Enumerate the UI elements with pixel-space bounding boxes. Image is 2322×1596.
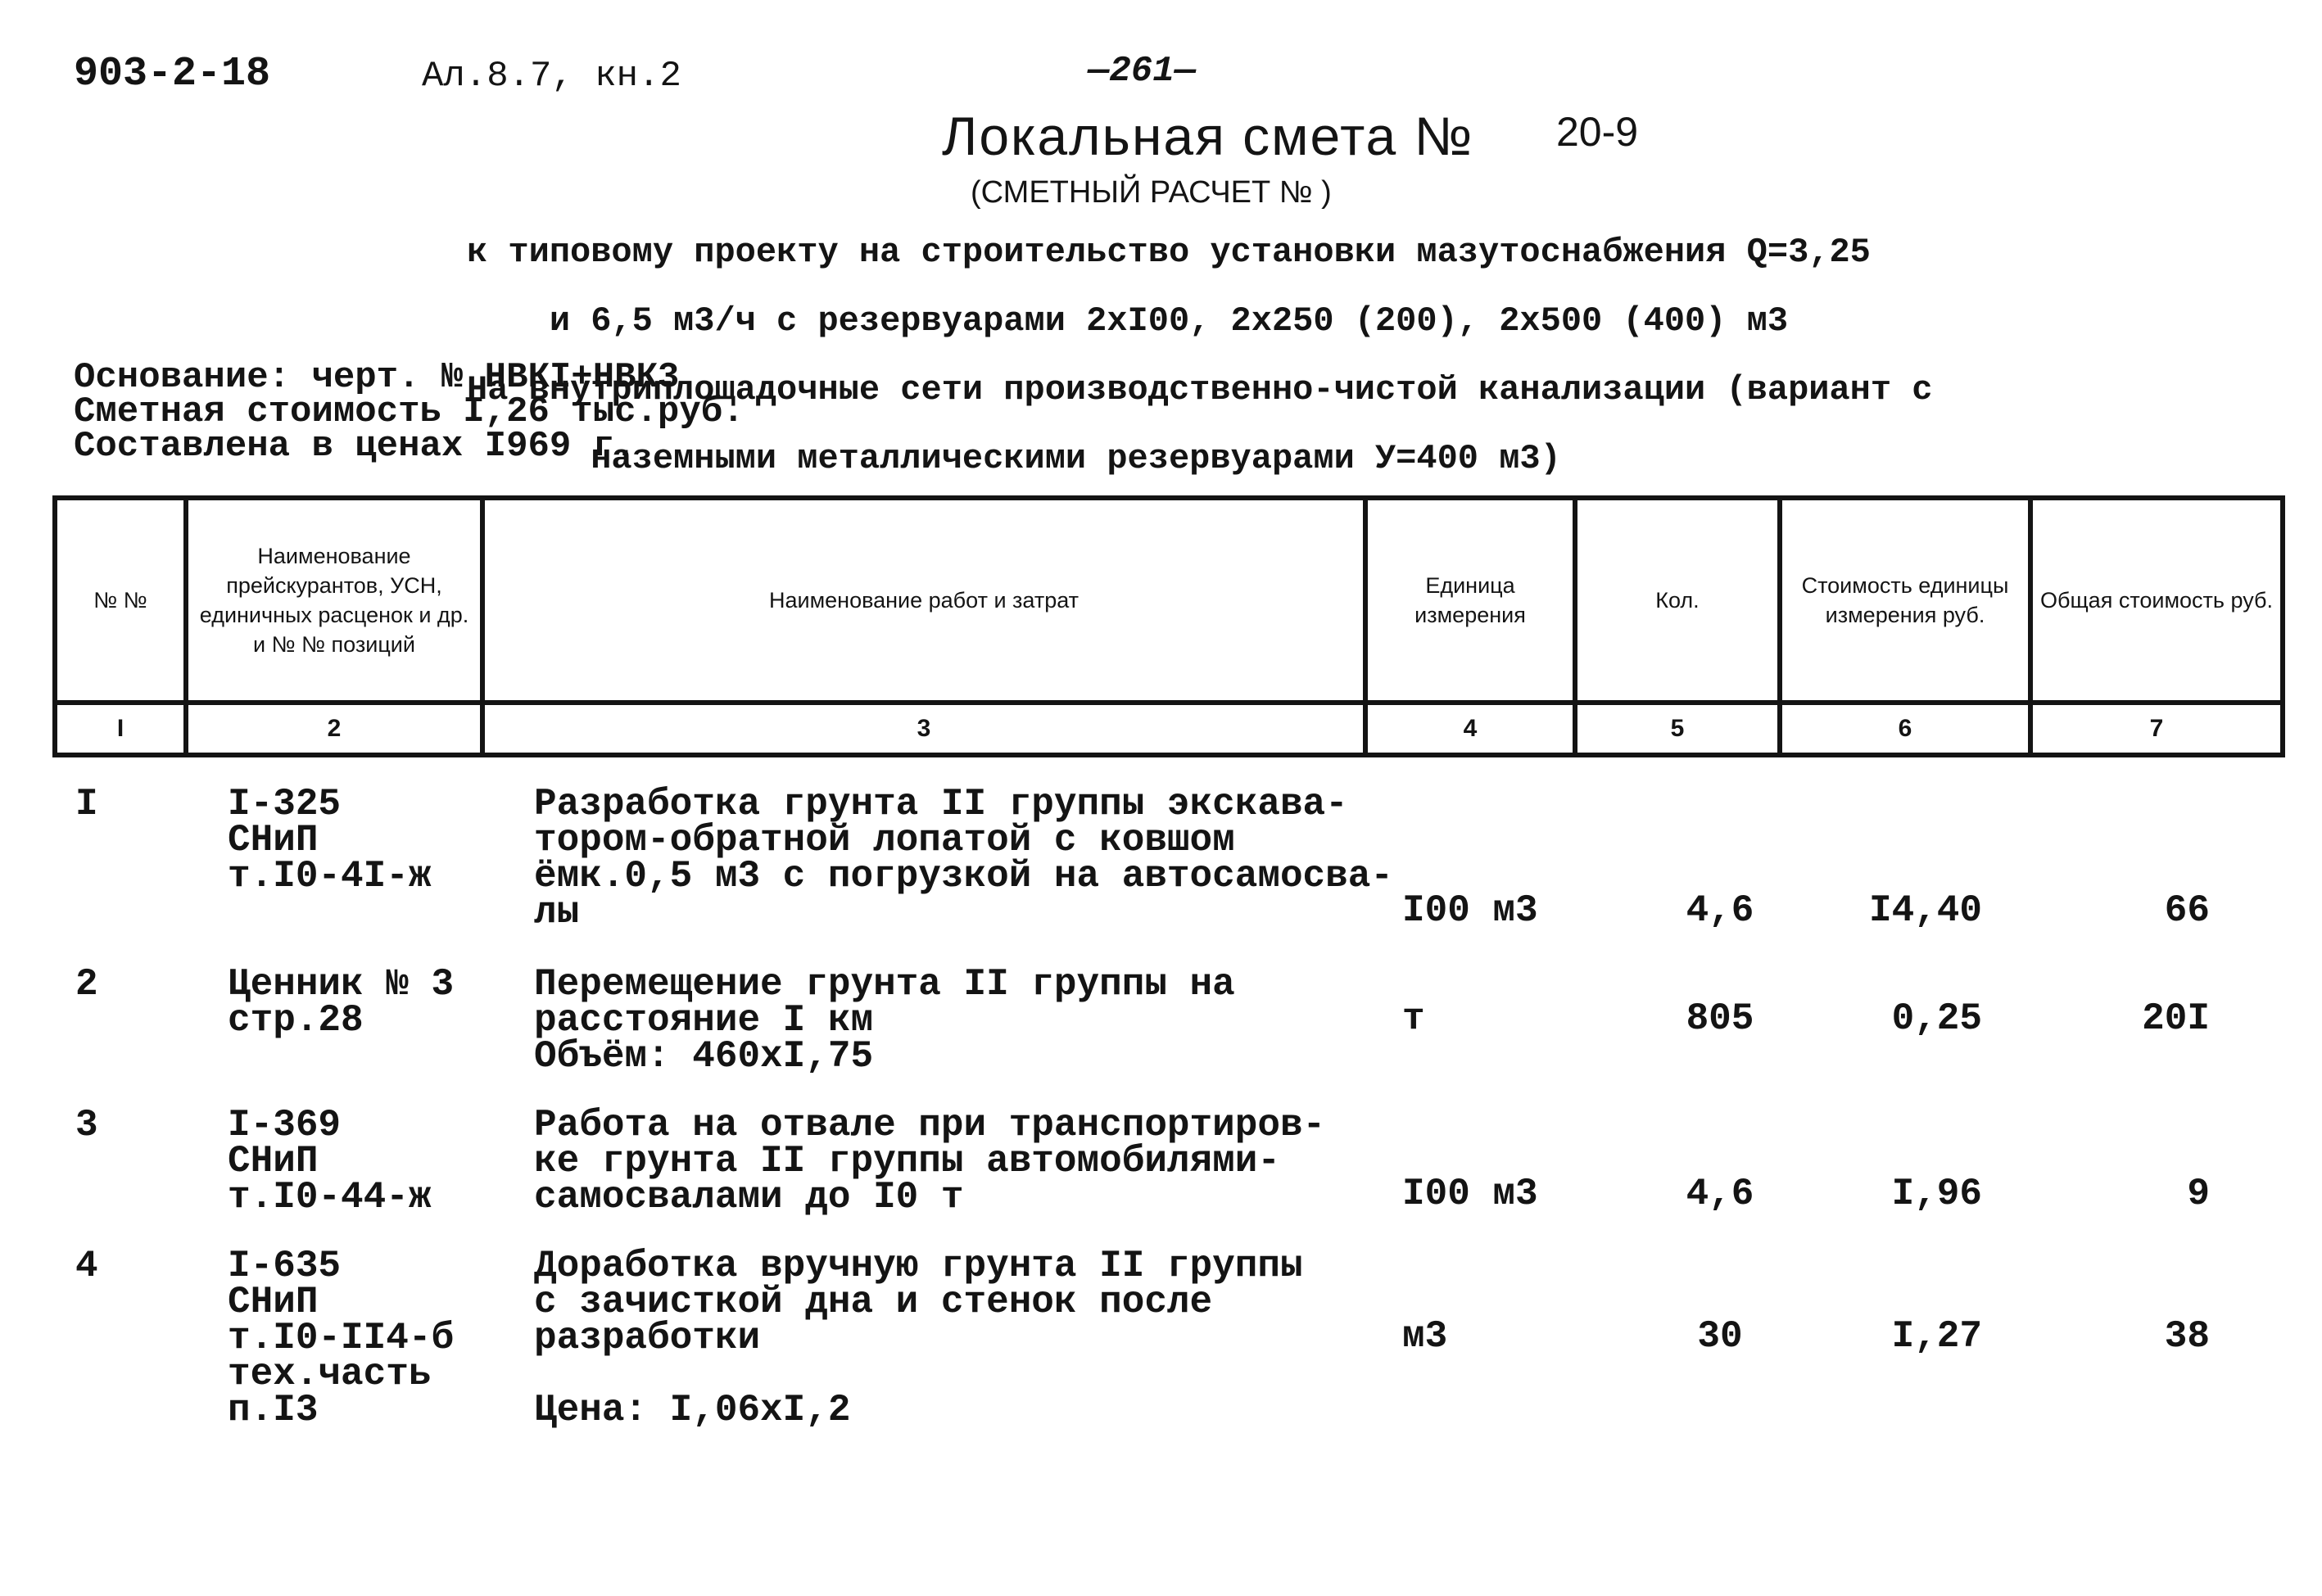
row-unit-cost: I,96 bbox=[1891, 1173, 1982, 1215]
row-unit-cost: 0,25 bbox=[1891, 997, 1982, 1040]
column-number: 2 bbox=[186, 703, 482, 755]
row-number: 2 bbox=[75, 963, 98, 1006]
column-number: I bbox=[55, 703, 186, 755]
row-unit-cost: I4,40 bbox=[1868, 889, 1982, 932]
cost-line: Сметная стоимость I,26 тыс.руб. bbox=[74, 391, 745, 432]
row-unit: т bbox=[1402, 997, 1425, 1040]
estimate-meta bbox=[74, 357, 745, 467]
document-subtitle: (СМЕТНЫЙ РАСЧЕТ № ) bbox=[971, 175, 1332, 210]
project-code: 903-2-18 bbox=[74, 51, 271, 97]
row-total-cost: 20I bbox=[2142, 997, 2210, 1040]
row-code: I-635 СНиП т.I0-II4-б тех.часть п.I3 bbox=[228, 1245, 455, 1431]
basis-line: Основание: черт. № НВКI+НВК3 bbox=[74, 357, 680, 398]
row-quantity: 4,6 bbox=[1686, 889, 1754, 932]
description-line: наземными металлическими резервуарами У=400 м3) bbox=[467, 439, 1561, 478]
column-header-work-name: Наименование работ и затрат bbox=[482, 498, 1365, 703]
row-quantity: 805 bbox=[1686, 997, 1754, 1040]
column-header-number: № № bbox=[55, 498, 186, 703]
row-code: I-325 СНиП т.I0-4I-ж bbox=[228, 783, 432, 897]
column-header-unit: Единица измерения bbox=[1365, 498, 1575, 703]
column-number: 5 bbox=[1575, 703, 1780, 755]
column-header-quantity: Кол. bbox=[1575, 498, 1780, 703]
column-header-total-cost: Общая стоимость руб. bbox=[2030, 498, 2283, 703]
row-code: I-369 СНиП т.I0-44-ж bbox=[228, 1104, 432, 1218]
prices-line: Составлена в ценах I969 г. bbox=[74, 426, 636, 467]
column-header-code: Наименование прейскурантов, УСН, единичных расценок и др. и № № позиций bbox=[186, 498, 482, 703]
project-description bbox=[467, 201, 1933, 510]
column-number: 7 bbox=[2030, 703, 2283, 755]
estimate-table-header bbox=[52, 495, 2285, 757]
column-number: 3 bbox=[482, 703, 1365, 755]
column-header-unit-cost: Стоимость единицы измерения руб. bbox=[1780, 498, 2030, 703]
row-unit: I00 м3 bbox=[1402, 1173, 1538, 1215]
column-number: 6 bbox=[1780, 703, 2030, 755]
row-total-cost: 9 bbox=[2187, 1173, 2210, 1215]
row-quantity: 4,6 bbox=[1686, 1173, 1754, 1215]
row-number: 3 bbox=[75, 1104, 98, 1146]
row-price-note: Цена: I,06хI,2 bbox=[534, 1389, 851, 1431]
row-number: I bbox=[75, 783, 98, 825]
document-title: Локальная смета № bbox=[942, 106, 1474, 166]
row-quantity: 30 bbox=[1697, 1315, 1743, 1358]
row-work-name: Перемещение грунта II группы на расстояние I км Объём: 460хI,75 bbox=[534, 963, 1235, 1078]
page-number: —261— bbox=[1088, 51, 1197, 92]
description-line: и 6,5 м3/ч с резервуарами 2хI00, 2х250 (200), 2х500 (400) м3 bbox=[467, 301, 1789, 341]
row-unit: м3 bbox=[1402, 1315, 1448, 1358]
row-unit: I00 м3 bbox=[1402, 889, 1538, 932]
row-number: 4 bbox=[75, 1245, 98, 1287]
row-unit-cost: I,27 bbox=[1891, 1315, 1982, 1358]
row-total-cost: 38 bbox=[2164, 1315, 2210, 1358]
description-line: к типовому проекту на строительство установки мазутоснабжения Q=3,25 bbox=[467, 233, 1871, 272]
row-work-name: Работа на отвале при транспортиров- ке грунта II группы автомобилями- самосвалами до I0 т bbox=[534, 1104, 1326, 1218]
column-number: 4 bbox=[1365, 703, 1575, 755]
description-line: На внутриплощадочные сети производственно-чистой канализации (вариант с bbox=[467, 370, 1933, 409]
estimate-number: 20-9 bbox=[1556, 109, 1639, 155]
row-code: Ценник № 3 стр.28 bbox=[228, 963, 455, 1042]
row-total-cost: 66 bbox=[2164, 889, 2210, 932]
row-work-name: Разработка грунта II группы экскава- тором-обратной лопатой с ковшом ёмк.0,5 м3 с погрузкой на автосамосва- лы bbox=[534, 783, 1393, 934]
row-work-name: Доработка вручную грунта II группы с зачисткой дна и стенок после разработки bbox=[534, 1245, 1303, 1359]
album-reference: Ал.8.7, кн.2 bbox=[422, 56, 681, 97]
